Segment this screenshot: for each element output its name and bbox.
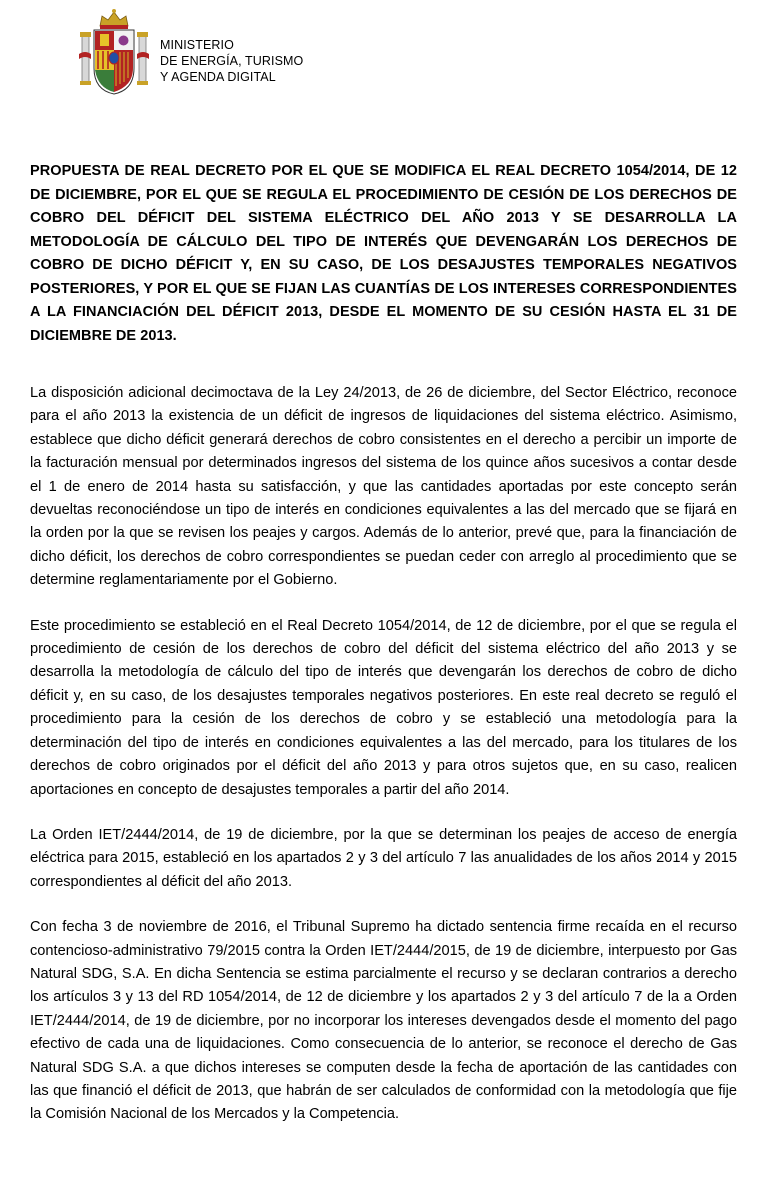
ministry-name xyxy=(160,37,303,85)
ministry-name-line: DE ENERGÍA, TURISMO xyxy=(160,54,304,68)
document-title: PROPUESTA DE REAL DECRETO POR EL QUE SE MODIFICA EL REAL DECRETO 1054/2014, DE 12 DE DICIEMBRE, POR EL QUE SE REGULA EL PROCEDIMIENTO DE CESIÓN DE LOS DERECHOS DE COBRO DEL DÉFICIT DEL SISTEMA ELÉCTRICO DEL AÑO 2013 Y SE DESARROLLA LA METODOLOGÍA DE CÁLCULO DEL TIPO DE INTERÉS QUE DEVENGARÁN LOS DERECHOS DE COBRO DE DICHO DÉFICIT Y, EN SU CASO, DE LOS DESAJUSTES TEMPORALES NEGATIVOS POSTERIORES, Y POR EL QUE SE FIJAN LAS CUANTÍAS DE LOS INTERESES CORRESPONDIENTES A LA FINANCIACIÓN DEL DÉFICIT 2013, DESDE EL MOMENTO DE SU CESIÓN HASTA EL 31 DE DICIEMBRE DE 2013. xyxy=(30,163,737,344)
ministry-name-line: Y AGENDA DIGITAL xyxy=(160,70,276,84)
body-paragraph: La disposición adicional decimoctava de la Ley 24/2013, de 26 de diciembre, del Sector Eléctrico, reconoce para el año 2013 la existencia de un déficit de ingresos de liquidaciones del sistema eléctrico. Asimismo, establece que dicho déficit generará derechos de cobro consistentes en el derecho a percibir un importe de la facturación mensual por determinados ingresos del sistema de los quince años sucesivos a contar desde el 1 de enero de 2014 hasta su satisfacción, y que las cantidades aportadas por este concepto serán devueltas reconociéndose un tipo de interés en condiciones equivalentes a las del mercado que se fijará en la orden por la que se revisen los peajes y cargos. Además de lo anterior, prevé que, para la financiación de dicho déficit, los derechos de cobro correspondientes se puedan ceder con arreglo al procedimiento que se determine reglamentariamente por el Gobierno. xyxy=(30,385,737,589)
body-paragraph: Este procedimiento se estableció en el Real Decreto 1054/2014, de 12 de diciembre, por el que se regula el procedimiento de cesión de los derechos de cobro del déficit del sistema eléctrico del año 2013 y se desarrolla la metodología de cálculo del tipo de interés que devengarán los derechos de cobro de dicho déficit y, en su caso, de los desajustes temporales negativos posteriores. En este real decreto se reguló el procedimiento para la cesión de los derechos de cobro y se estableció una metodología para la determinación del tipo de interés en condiciones equivalentes a las del mercado, para los titulares de los derechos de cobro originados por el déficit del año 2013 y para otros sujetos que, en su caso, realicen aportaciones en concepto de desajustes temporales a partir del año 2014. xyxy=(30,617,737,798)
body-paragraph: Con fecha 3 de noviembre de 2016, el Tribunal Supremo ha dictado sentencia firme recaída en el recurso contencioso-administrativo 79/2015 contra la Orden IET/2444/2015, de 19 de diciembre, interpuesto por Gas Natural SDG, S.A. En dicha Sentencia se estima parcialmente el recurso y se declaran contrarios a derecho los artículos 3 y 13 del RD 1054/2014, de 12 de diciembre y los apartados 2 y 3 del artículo 7 de la a Orden IET/2444/2014, de 19 de diciembre, por no incorporar los intereses devengados desde el momento del pago efectivo de cada una de liquidaciones. Como consecuencia de lo anterior, se reconoce el derecho de Gas Natural SDG S.A. a que dichos intereses se computen desde la fecha de aportación de las cantidades con las que financió el déficit de 2013, que habrán de ser calculados de conformidad con la metodología que fije la Comisión Nacional de los Mercados y la Competencia. xyxy=(30,919,737,1123)
body-paragraph: La Orden IET/2444/2014, de 19 de diciembre, por la que se determinan los peajes de acceso de energía eléctrica para 2015, estableció en los apartados 2 y 3 del artículo 7 las anualidades de los años 2014 y 2015 correspondientes al déficit del año 2013. xyxy=(30,826,737,890)
document-header xyxy=(78,6,398,98)
document-body xyxy=(30,382,737,1149)
spanish-coat-of-arms-icon xyxy=(78,6,150,98)
ministry-name-line: MINISTERIO xyxy=(160,38,234,52)
